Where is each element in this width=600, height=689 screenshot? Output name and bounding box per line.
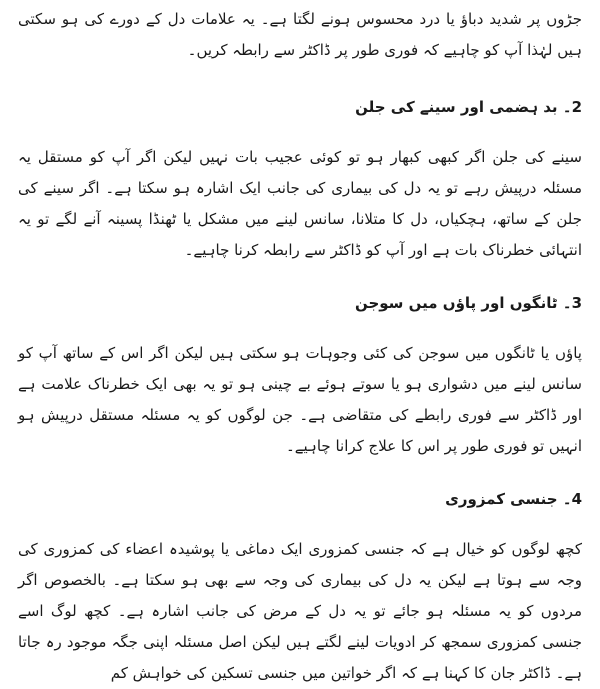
section-paragraph-swelling: پاؤں یا ٹانگوں میں سوجن کی کئی وجوہات ہو سکتی ہیں لیکن اگر اس کے ساتھ آپ کو سانس لینے میں دشواری ہو یا سوتے ہوئے بے چینی ہو تو یہ بھی ایک خطرناک علامت ہے اور ڈاکٹر سے فوری رابطے کی متقاضی ہے۔ جن لوگوں کو یہ مسئلہ مستقل درپیش ہو انہیں تو فوری طور پر اس کا علاج کرانا چاہیے۔ [18,344,582,455]
section-heading-swelling: 3۔ ٹانگوں اور پاؤں میں سوجن [354,294,582,312]
section-paragraph-weakness: کچھ لوگوں کو خیال ہے کہ جنسی کمزوری ایک دماغی یا پوشیدہ اعضاء کی کمزوری کی وجہ سے ہوتا ہے لیکن یہ دل کی بیماری کی وجہ سے بھی ہو سکتا ہے۔ بالخصوص اگر مردوں کو یہ مسئلہ ہو جائے تو یہ دل کے مرض کی جانب اشارہ ہے۔ کچھ لوگ اسے جنسی کمزوری سمجھ کر ادویات لینے لگتے ہیں لیکن اصل مسئلہ اپنی جگہ موجود رہ جاتا ہے۔ ڈاکٹر جان کا کہنا ہے کہ اگر خواتین میں جنسی تسکین کی خواہش کم [18,540,582,682]
section-heading-weakness: 4۔ جنسی کمزوری [445,490,582,508]
intro-paragraph: جڑوں پر شدید دباؤ یا درد محسوس ہونے لگتا ہے۔ یہ علامات دل کے دورے کی ہو سکتی ہیں لہٰذا آپ کو چاہیے کہ فوری طور پر ڈاکٹر سے رابطہ کریں۔ [18,10,582,59]
section-heading-indigestion: 2۔ بد ہضمی اور سینے کی جلن [355,98,582,116]
section-paragraph-indigestion: سینے کی جلن اگر کبھی کبھار ہو تو کوئی عجیب بات نہیں لیکن اگر آپ کو مستقل یہ مسئلہ درپیش رہے تو یہ دل کی بیماری کی جانب ایک اشارہ ہو سکتا ہے۔ اگر سینے کی جلن کے ساتھ، ہچکیاں، دل کا متلانا، سانس لینے میں مشکل یا ٹھنڈا پسینہ آنے لگے تو یہ انتہائی خطرناک بات ہے اور آپ کو ڈاکٹر سے رابطہ کرنا چاہیے۔ [18,148,582,259]
